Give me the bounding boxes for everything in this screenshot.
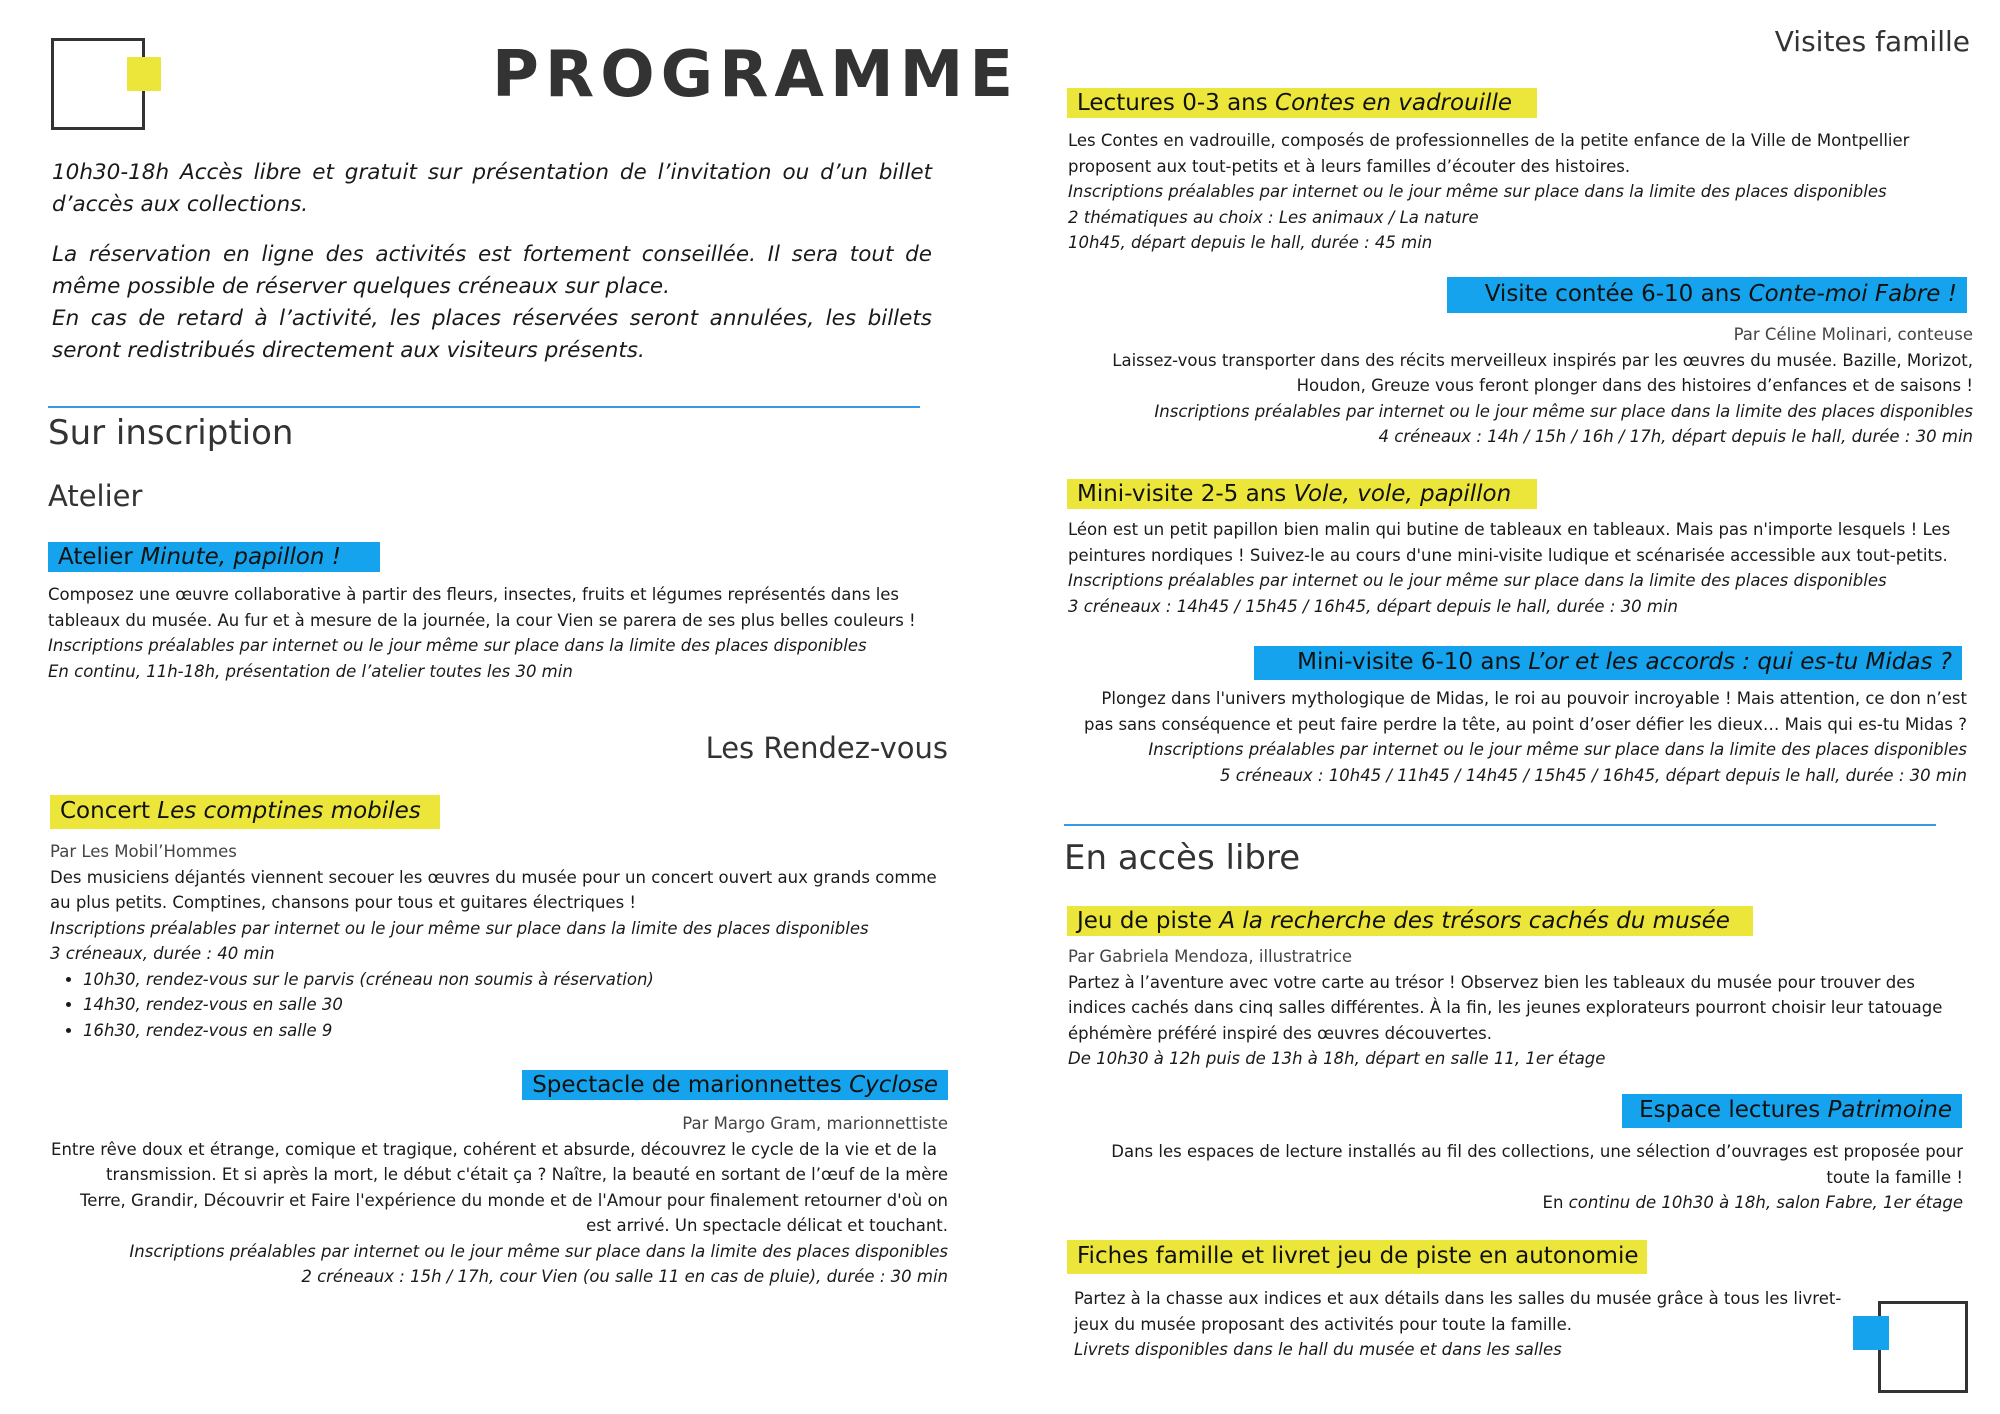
lectures-body — [1068, 128, 1968, 256]
atelier-minute-schedule: En continu, 11h-18h, présentation de l’atelier toutes les 30 min — [48, 661, 573, 681]
fiches-body — [1074, 1286, 1854, 1363]
jeu-piste-desc-2: indices cachés dans cinq salles différentes. À la fin, les jeunes explorateurs pourront choisir leur tatouage — [1068, 998, 1943, 1017]
marionnettes-desc-2: transmission. Et si après la mort, le début c'était ça ? Naître, la beauté en sortant de l’œuf de la mère — [106, 1165, 948, 1184]
jeu-piste-desc-3: éphémère préféré inspiré des œuvres découvertes. — [1068, 1023, 1493, 1043]
intro-reservation: La réservation en ligne des activités est fortement conseillée. Il sera tout de même possible de réserver quelques créneaux sur place. — [52, 242, 932, 299]
jeu-piste-body — [1068, 944, 1968, 1072]
contee-title-italic: Conte-moi Fabre ! — [1748, 281, 1957, 307]
divider-left — [48, 406, 920, 408]
concert-schedule: 3 créneaux, durée : 40 min — [50, 944, 275, 963]
mini25-bar — [1067, 479, 1537, 509]
lectures-themes: 2 thématiques au choix : Les animaux / La nature — [1068, 207, 1479, 227]
lectures-bar — [1067, 88, 1537, 118]
contee-bar — [1447, 277, 1967, 313]
mini610-inscriptions: Inscriptions préalables par internet ou le jour même sur place dans la limite des places disponibles — [1148, 740, 1967, 759]
espace-lectures-bar — [1622, 1094, 1962, 1128]
logo-square-yellow — [127, 57, 161, 91]
atelier-minute-title-italic: Minute, papillon ! — [140, 544, 342, 570]
lectures-title: Lectures 0-3 ans — [1077, 90, 1276, 116]
concert-title: Concert — [60, 798, 158, 824]
concert-slots — [50, 967, 940, 1044]
marionnettes-bar — [522, 1070, 948, 1100]
marionnettes-body — [40, 1111, 948, 1290]
mini25-title: Mini-visite 2-5 ans — [1077, 481, 1294, 507]
marionnettes-desc-4: est arrivé. Un spectacle délicat et touchant. — [586, 1216, 948, 1235]
contee-by: Par Céline Molinari, conteuse — [1733, 325, 1973, 344]
marionnettes-desc-3: Terre, Grandir, Découvrir et Faire l'expérience du monde et de l'Amour pour finalement retourner d'où on — [80, 1190, 948, 1210]
atelier-minute-inscriptions: Inscriptions préalables par internet ou le jour même sur place dans la limite des places disponibles — [48, 636, 867, 655]
espace-lectures-title: Espace lectures — [1639, 1097, 1828, 1123]
jeu-piste-by: Par Gabriela Mendoza, illustratrice — [1068, 947, 1353, 966]
jeu-piste-desc-1: Partez à l’aventure avec votre carte au trésor ! Observez bien les tableaux du musée pour trouver des — [1068, 972, 1915, 992]
mini610-body — [1060, 686, 1967, 788]
contee-desc-2: Houdon, Greuze vous feront plonger dans des histoires d’enfances et de saisons ! — [1296, 376, 1973, 395]
mini25-body — [1068, 517, 1973, 619]
section-rendez-vous: Les Rendez-vous — [705, 731, 948, 765]
espace-lectures-desc-1: Dans les espaces de lecture installés au fil des collections, une sélection d’ouvrages est proposée pour — [1111, 1142, 1963, 1161]
atelier-minute-desc-2: tableaux du musée. Au fur et à mesure de la journée, la cour Vien se parera de ses plus belles couleurs ! — [48, 610, 916, 630]
concert-slot: • 10h30, rendez-vous sur le parvis (créneau non soumis à réservation) — [83, 967, 940, 993]
section-acces-libre: En accès libre — [1064, 838, 1301, 878]
page-title: PROGRAMME — [492, 38, 1020, 112]
fiches-desc-1: Partez à la chasse aux indices et aux détails dans les salles du musée grâce à tous les livret- — [1074, 1289, 1842, 1308]
marionnettes-schedule: 2 créneaux : 15h / 17h, cour Vien (ou salle 11 en cas de pluie), durée : 30 min — [301, 1267, 948, 1286]
marionnettes-title: Spectacle de marionnettes — [532, 1072, 850, 1098]
mini610-desc-1: Plongez dans l'univers mythologique de Midas, le roi au pouvoir incroyable ! Mais attention, ce don n’est — [1101, 689, 1967, 708]
contee-schedule: 4 créneaux : 14h / 15h / 16h / 17h, départ depuis le hall, durée : 30 min — [1378, 427, 1973, 446]
corner-square-blue — [1853, 1316, 1889, 1350]
mini25-desc-2: peintures nordiques ! Suivez-le au cours d'une mini-visite ludique et scénarisée accessible aux tout-petits. — [1068, 545, 1948, 565]
mini610-title: Mini-visite 6-10 ans — [1297, 649, 1529, 675]
espace-lectures-schedule: continu de 10h30 à 18h, salon Fabre, 1er étage — [1568, 1193, 1963, 1212]
visites-famille-label: Visites famille — [1774, 25, 1970, 58]
concert-bar — [50, 795, 440, 829]
espace-lectures-schedule-plain: En — [1542, 1193, 1569, 1212]
mini610-title-italic: L’or et les accords : qui es-tu Midas ? — [1528, 649, 1952, 675]
espace-lectures-body — [1060, 1139, 1963, 1216]
jeu-piste-title: Jeu de piste — [1077, 908, 1220, 934]
lectures-desc-1: Les Contes en vadrouille, composés de professionnelles de la petite enfance de la Ville de Montpellier — [1068, 131, 1910, 150]
fiches-bar — [1067, 1240, 1647, 1274]
atelier-minute-desc-1: Composez une œuvre collaborative à partir des fleurs, insectes, fruits et légumes représentés dans les — [48, 585, 900, 604]
jeu-piste-bar — [1067, 906, 1753, 936]
espace-lectures-title-italic: Patrimoine — [1827, 1097, 1952, 1123]
mini25-inscriptions: Inscriptions préalables par internet ou le jour même sur place dans la limite des places disponibles — [1068, 571, 1887, 590]
concert-title-italic: Les comptines mobiles — [157, 798, 421, 824]
contee-body — [1060, 322, 1973, 450]
intro-retard: En cas de retard à l’activité, les places réservées seront annulées, les billets seront redistribués directement aux visiteurs présents. — [52, 306, 932, 363]
contee-inscriptions: Inscriptions préalables par internet ou le jour même sur place dans la limite des places disponibles — [1154, 401, 1973, 421]
concert-slot: • 14h30, rendez-vous en salle 30 — [83, 992, 940, 1018]
atelier-minute-body — [48, 582, 928, 684]
marionnettes-inscriptions: Inscriptions préalables par internet ou le jour même sur place dans la limite des places disponibles — [129, 1241, 948, 1261]
lectures-inscriptions: Inscriptions préalables par internet ou le jour même sur place dans la limite des places disponibles — [1068, 182, 1887, 201]
lectures-schedule: 10h45, départ depuis le hall, durée : 45 min — [1068, 233, 1433, 252]
concert-desc-2: au plus petits. Comptines, chansons pour tous et guitares électriques ! — [50, 893, 637, 912]
concert-body — [50, 839, 940, 1043]
atelier-minute-bar — [48, 542, 380, 572]
concert-slot: • 16h30, rendez-vous en salle 9 — [83, 1018, 940, 1044]
concert-desc-1: Des musiciens déjantés viennent secouer les œuvres du musée pour un concert ouvert aux grands comme — [50, 867, 937, 887]
jeu-piste-title-italic: A la recherche des trésors cachés du musée — [1219, 908, 1730, 934]
mini25-title-italic: Vole, vole, papillon — [1293, 481, 1512, 507]
fiches-title: Fiches famille et livret jeu de piste en autonomie — [1077, 1243, 1639, 1269]
mini25-schedule: 3 créneaux : 14h45 / 15h45 / 16h45, départ depuis le hall, durée : 30 min — [1068, 596, 1678, 616]
lectures-desc-2: proposent aux tout-petits et à leurs familles d’écouter des histoires. — [1068, 156, 1631, 176]
mini25-desc-1: Léon est un petit papillon bien malin qui butine de tableaux en tableaux. Mais pas n'importe lesquels ! Les — [1068, 520, 1951, 539]
divider-right — [1064, 824, 1936, 826]
contee-title: Visite contée 6-10 ans — [1484, 281, 1749, 307]
espace-lectures-desc-2: toute la famille ! — [1826, 1167, 1963, 1187]
fiches-desc-2: jeux du musée proposant des activités pour toute la famille. — [1074, 1314, 1573, 1334]
marionnettes-by: Par Margo Gram, marionnettiste — [682, 1114, 948, 1133]
concert-inscriptions: Inscriptions préalables par internet ou le jour même sur place dans la limite des places disponibles — [50, 918, 869, 938]
section-sur-inscription: Sur inscription — [48, 413, 294, 453]
jeu-piste-schedule: De 10h30 à 12h puis de 13h à 18h, départ en salle 11, 1er étage — [1068, 1049, 1606, 1068]
concert-by: Par Les Mobil’Hommes — [50, 842, 237, 861]
contee-desc-1: Laissez-vous transporter dans des récits merveilleux inspirés par les œuvres du musée. Bazille, Morizot, — [1112, 350, 1973, 370]
corner-square-outline — [1878, 1301, 1968, 1393]
marionnettes-title-italic: Cyclose — [849, 1072, 938, 1098]
section-atelier: Atelier — [48, 479, 143, 513]
atelier-minute-title: Atelier — [58, 544, 141, 570]
intro-text — [52, 157, 932, 367]
mini610-schedule: 5 créneaux : 10h45 / 11h45 / 14h45 / 15h45 / 16h45, départ depuis le hall, durée : 30 min — [1220, 765, 1967, 785]
marionnettes-desc-1: Entre rêve doux et étrange, comique et tragique, cohérent et absurde, découvrez le cycle de la vie et de la — [51, 1139, 937, 1159]
mini610-desc-2: pas sans conséquence et peut faire perdre la tête, au point d’oser défier les dieux… Mais qui es-tu Midas ? — [1084, 714, 1967, 734]
intro-hours: 10h30-18h Accès libre et gratuit sur présentation de l’invitation ou d’un billet d’accès aux collections. — [52, 160, 932, 217]
fiches-note: Livrets disponibles dans le hall du musée et dans les salles — [1074, 1340, 1562, 1359]
mini610-bar — [1254, 646, 1962, 680]
lectures-title-italic: Contes en vadrouille — [1275, 90, 1512, 116]
